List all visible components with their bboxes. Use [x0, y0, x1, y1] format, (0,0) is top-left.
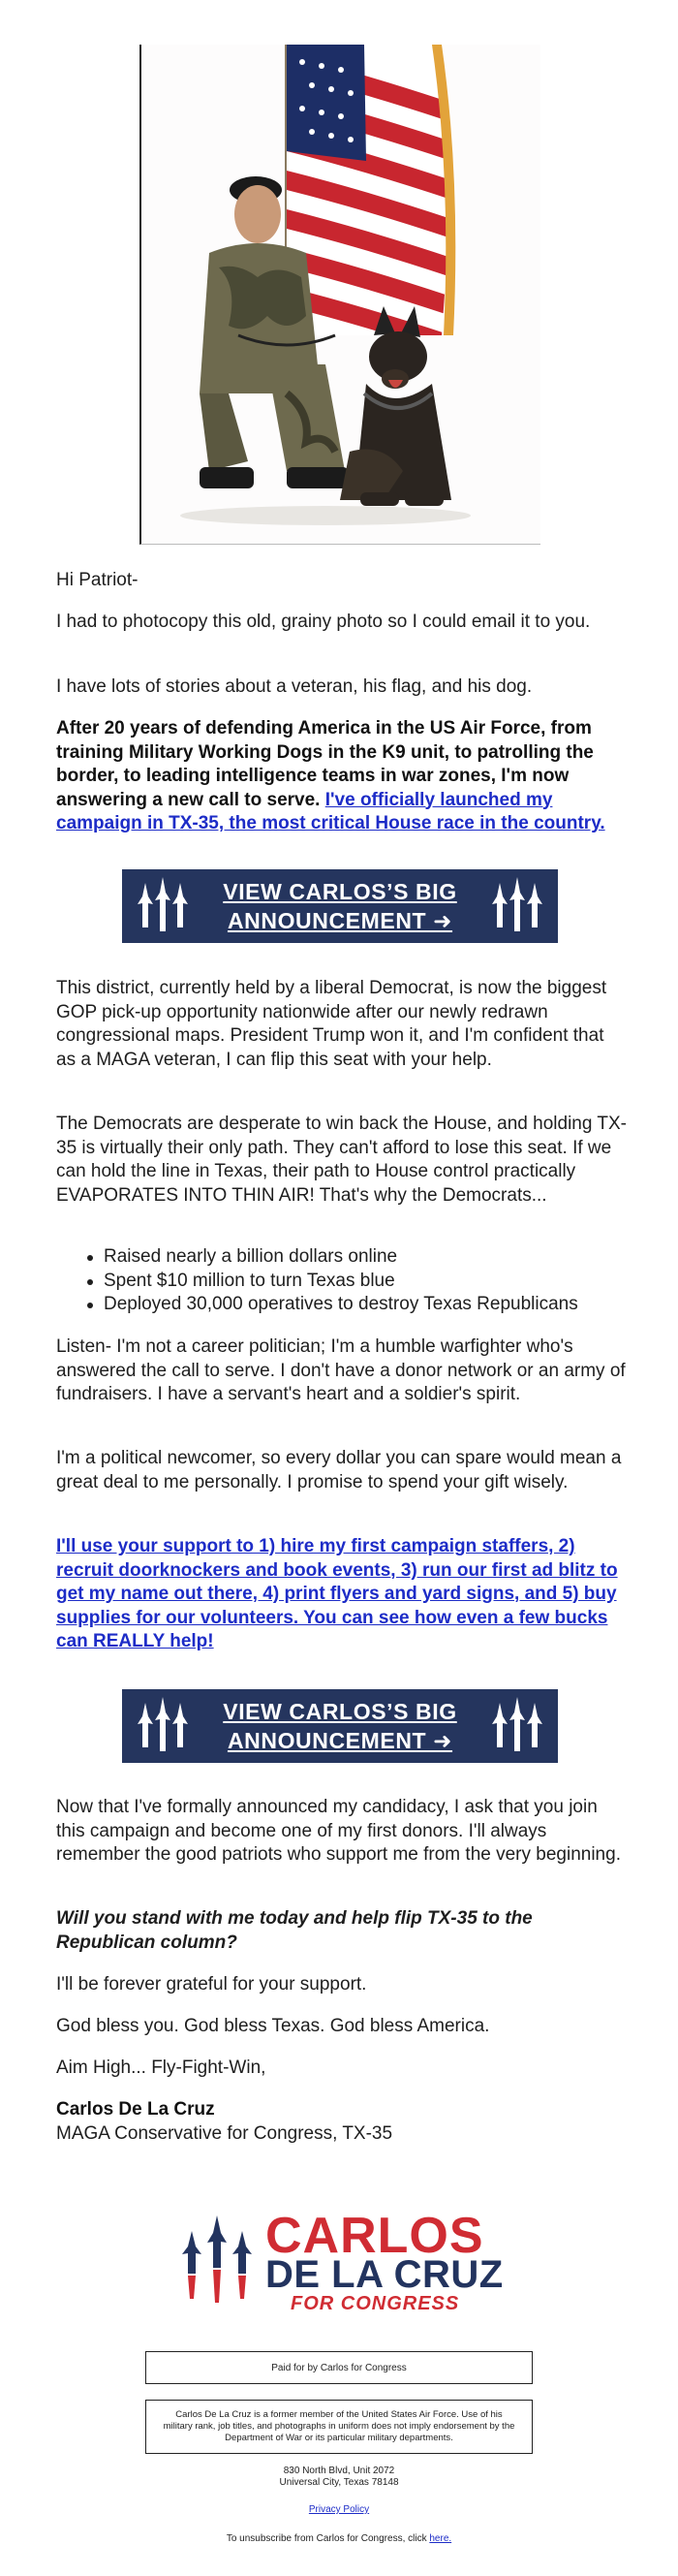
address-line-2: Universal City, Texas 78148: [279, 2477, 399, 2488]
logo-line-2: DE LA CRUZ: [265, 2253, 504, 2296]
jets-icon: [490, 1697, 544, 1755]
signature-name: Carlos De La Cruz: [56, 2099, 215, 2120]
list-item: Spent $10 million to turn Texas blue: [56, 1270, 628, 1294]
intro-2: [56, 675, 628, 700]
list-item: Raised nearly a billion dollars online: [56, 1245, 628, 1270]
listen-paragraph: [56, 1335, 628, 1407]
greeting: [56, 569, 628, 593]
list-item: Deployed 30,000 operatives to destroy Texas Republicans: [56, 1293, 628, 1317]
hero-photo: [139, 45, 540, 545]
unsubscribe-text: To unsubscribe from Carlos for Congress, click: [226, 2533, 427, 2544]
logo-line-1: CARLOS: [265, 2208, 484, 2264]
disclaimer-box: [145, 2400, 533, 2454]
newcomer-paragraph: [56, 1447, 628, 1494]
listen-text: Listen- I'm not a career politician; I'm a humble warfighter who's answered the call to serve. I don't have a donor network or an army of fundraisers. I have a servant's heart and a soldier's spirit.: [56, 1336, 626, 1404]
democrats-paragraph: [56, 1113, 628, 1208]
announcement-paragraph: [56, 717, 628, 836]
blessing-paragraph: [56, 2015, 628, 2039]
newcomer-text: I'm a political newcomer, so every dollar you can spare would mean a great deal to me personally. I promise to spend your gift wisely.: [56, 1448, 622, 1492]
intro-1: [56, 611, 628, 635]
closing-text: Now that I've formally announced my candidacy, I ask that you join this campaign and become one of my first donors. I'll always remember the good patriots who support me from the very beginning.: [56, 1797, 621, 1865]
intro-paragraph: I have lots of stories about a veteran, his flag, and his dog.: [56, 676, 533, 697]
cta-line-2: ANNOUNCEMENT ➜: [227, 1728, 453, 1753]
view-announcement-button[interactable]: [122, 869, 558, 943]
unsubscribe-link[interactable]: here.: [429, 2533, 452, 2544]
intro-paragraph: I had to photocopy this old, grainy photo so I could email it to you.: [56, 612, 591, 632]
campaign-launch-link[interactable]: I've officially launched my campaign in TX-35, the most critical House race in the country.: [56, 789, 605, 833]
motto-paragraph: [56, 2057, 628, 2081]
address-block: [145, 2466, 533, 2489]
cta-line-2: ANNOUNCEMENT ➜: [227, 908, 453, 933]
privacy-row: [145, 2504, 533, 2516]
cta-line-1: VIEW CARLOS’S BIG: [223, 879, 457, 904]
address-line-1: 830 North Blvd, Unit 2072: [283, 2466, 395, 2476]
logo-line-3: FOR CONGRESS: [291, 2293, 460, 2314]
jets-icon: [136, 877, 190, 935]
signature-block: [56, 2098, 628, 2146]
veteran-flag-dog-illustration: [141, 45, 540, 545]
cta-label: [223, 1697, 457, 1755]
jets-icon: [136, 1697, 190, 1755]
grateful-text: I'll be forever grateful for your support.: [56, 1974, 367, 1995]
cta-line-1: VIEW CARLOS’S BIG: [223, 1699, 457, 1724]
cta-label: [223, 877, 457, 935]
disclaimer-text: Carlos De La Cruz is a former member of the United States Air Force. Use of his military rank, job titles, and photographs in uniform does not imply endorsement by the Department of War or its particular military departments.: [163, 2409, 515, 2443]
question-text: Will you stand with me today and help flip TX-35 to the Republican column?: [56, 1908, 533, 1953]
blessing-text: God bless you. God bless Texas. God bless America.: [56, 2016, 490, 2036]
district-paragraph: [56, 977, 628, 1072]
paid-for-box: [145, 2351, 533, 2384]
announcement-bold: After 20 years of defending America in the US Air Force, from training Military Working Dogs in the K9 unit, to patrolling the border, to leading intelligence teams in war zones, I'm now answering a new call to serve.: [56, 718, 594, 810]
district-text: This district, currently held by a liberal Democrat, is now the biggest GOP pick-up opportunity nationwide after our newly redrawn congressional maps. President Trump won it, and I'm confident that as a MAGA veteran, I can flip this seat with your help.: [56, 978, 607, 1070]
jets-logo-icon: [178, 2214, 256, 2303]
motto-text: Aim High... Fly-Fight-Win,: [56, 2058, 266, 2078]
question-paragraph: [56, 1907, 628, 1955]
greeting-text: Hi Patriot-: [56, 570, 139, 590]
campaign-logo: [178, 2210, 508, 2316]
jets-icon: [490, 877, 544, 935]
support-link[interactable]: I'll use your support to 1) hire my first campaign staffers, 2) recruit doorknockers and book events, 3) run our first ad blitz to get my name out there, 4) print flyers and yard signs, and 5) buy supplies for our volunteers. You can see how even a few bucks can REALLY help!: [56, 1536, 618, 1651]
view-announcement-button[interactable]: [122, 1689, 558, 1763]
closing-paragraph: [56, 1796, 628, 1868]
unsubscribe-row: [145, 2533, 533, 2545]
signature-title: MAGA Conservative for Congress, TX-35: [56, 2122, 393, 2144]
paid-for-text: Paid for by Carlos for Congress: [271, 2362, 407, 2373]
privacy-policy-link[interactable]: Privacy Policy: [308, 2504, 370, 2515]
support-paragraph: [56, 1535, 628, 1654]
democrats-text: The Democrats are desperate to win back the House, and holding TX-35 is virtually their only path. They can't afford to lose this seat. If we can hold the line in Texas, their path to House control practically EVAPORATES INTO THIN AIR! That's why the Democrats...: [56, 1114, 627, 1206]
grateful-paragraph: [56, 1973, 628, 1997]
bullet-list: [56, 1245, 628, 1317]
